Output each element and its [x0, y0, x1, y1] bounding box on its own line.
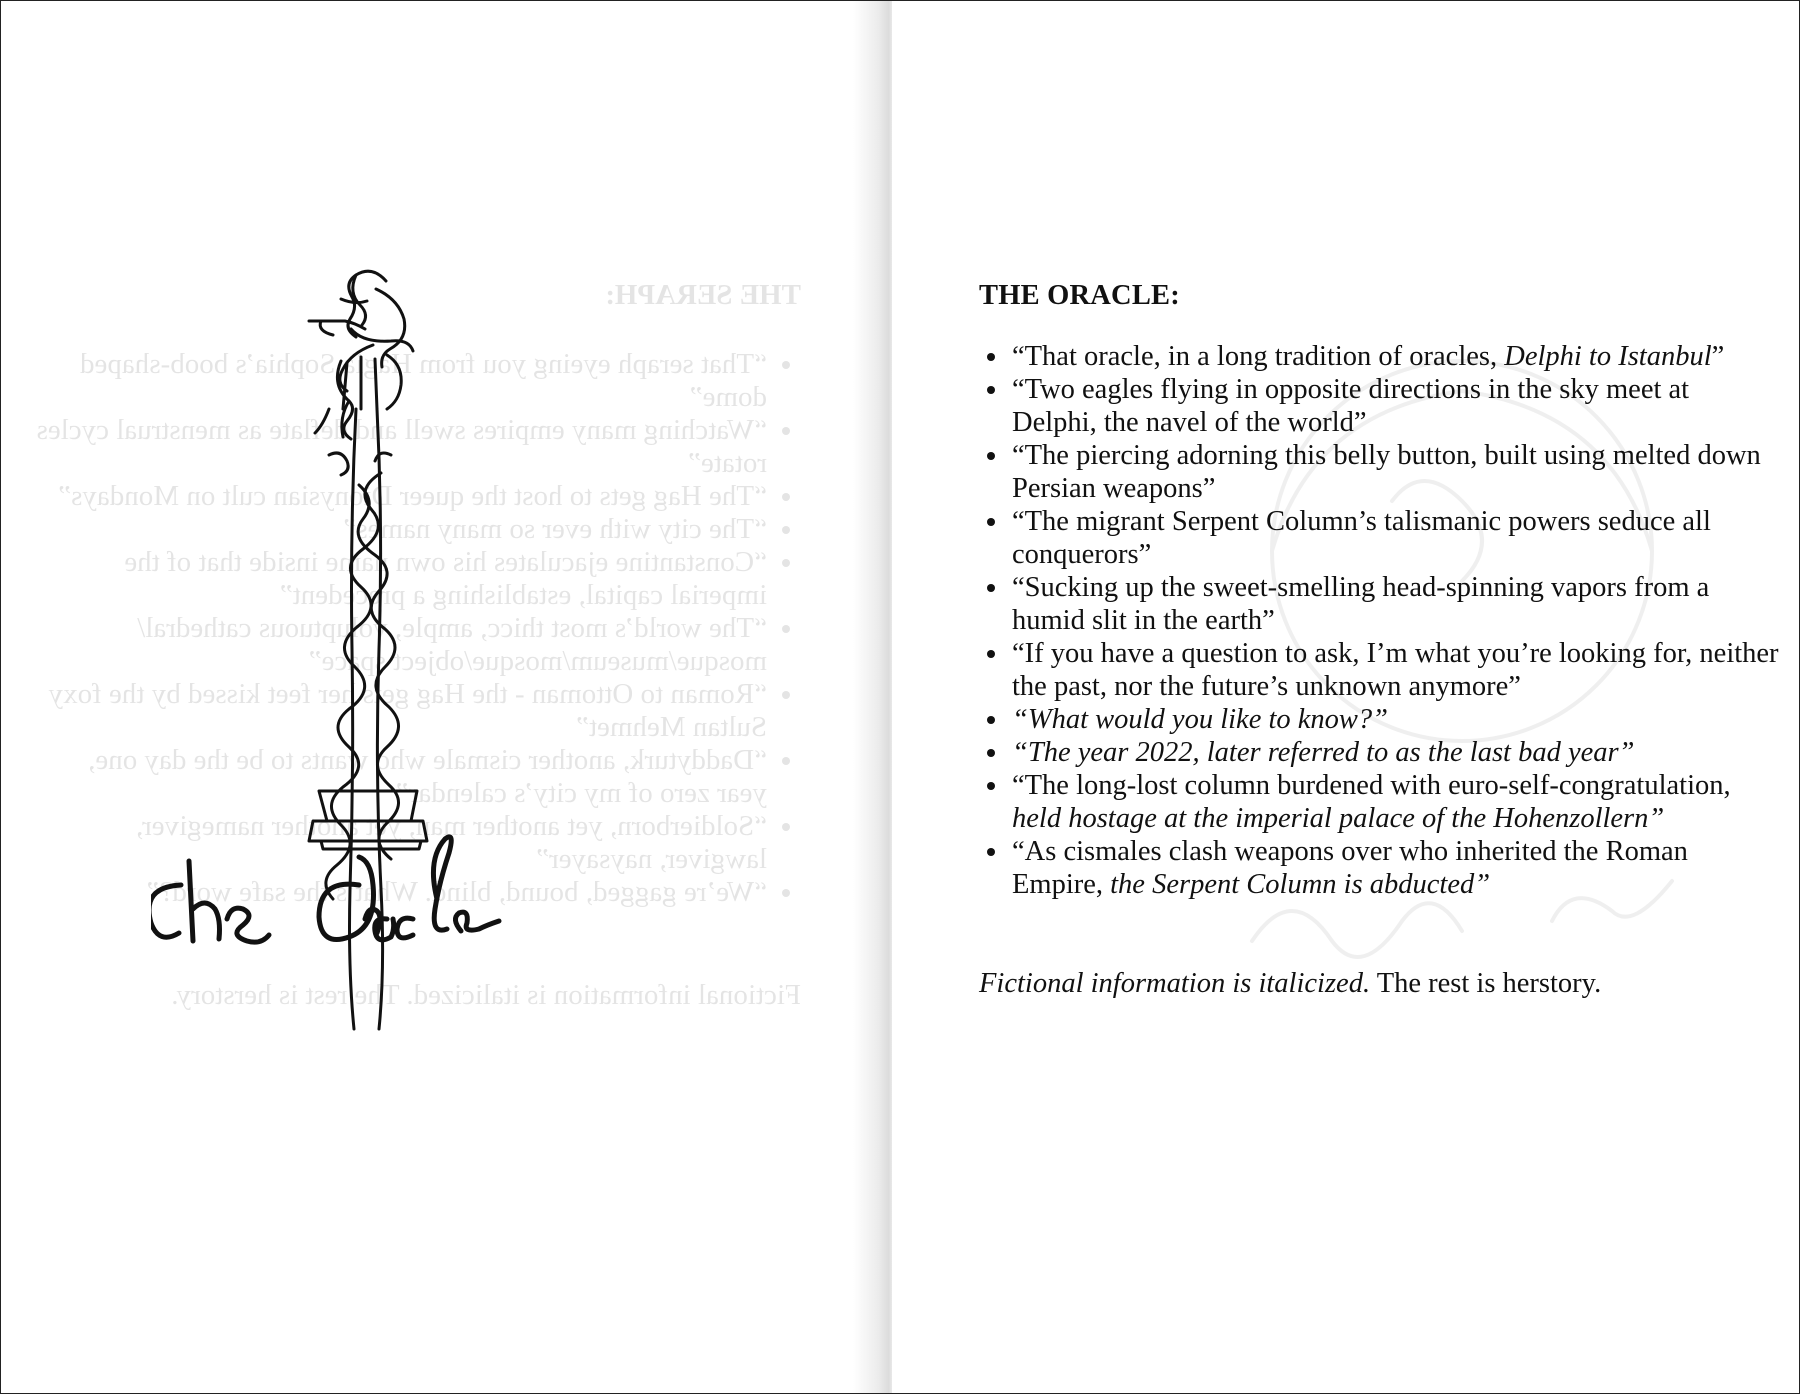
list-item: • “Daddyturk, another cismale who wants to be the day one, year zero of my city’s calendar” — [31, 744, 767, 810]
show-through-footnote: Fictional information is italicized. The rest is herstory. — [171, 979, 801, 1011]
list-item: • “The year 2022, later referred to as the last bad year” — [1010, 736, 1779, 769]
list-item: • “Watching many empires swell and deflate as menstrual cycles rotate” — [31, 414, 767, 480]
page-gutter — [853, 1, 895, 1393]
list-item: • “That oracle, in a long tradition of oracles, Delphi to Istanbul” — [1010, 340, 1779, 373]
list-item: • “The piercing adorning this belly button, built using melted down Persian weapons” — [1010, 439, 1779, 505]
list-item: • “What would you like to know?” — [1010, 703, 1779, 736]
list-item: • “The migrant Serpent Column’s talismanic powers seduce all conquerors” — [1010, 505, 1779, 571]
show-through-heading: THE SERAPH: — [605, 279, 801, 311]
right-page — [892, 1, 1799, 1393]
list-item: • “Roman to Ottoman - the Hag gets her feet kissed by the foxy Sultan Mehmet” — [31, 678, 767, 744]
oracle-list — [979, 340, 1779, 901]
list-item: • “Constantine ejaculates his own name inside that of the imperial capital, establishing a precedent” — [31, 546, 767, 612]
list-item: • “We’re gagged, bound, blind. What’s the safe word?” — [31, 876, 767, 909]
list-item: • “Soldierborn, yet another man, yet another namegiver, lawgiver, naysayer” — [31, 810, 767, 876]
list-item: • “The Hag gets to host the queer Dionysian cult on Mondays” — [31, 480, 767, 513]
footnote: Fictional information is italicized. The rest is herstory. — [979, 968, 1602, 999]
oracle-text — [979, 279, 1779, 1000]
list-item: • “The city with ever so many names” — [31, 513, 767, 546]
page-heading: THE ORACLE: — [979, 280, 1180, 311]
oracle-column-illustration — [151, 259, 611, 1079]
list-item: • “That seraph eyeing you from Hagia Sophia’s boob-shaped dome” — [31, 348, 767, 414]
list-item: • “Sucking up the sweet-smelling head-spinning vapors from a humid slit in the earth” — [1010, 571, 1779, 637]
illustration-caption — [1, 1, 2, 2]
list-item: • “Two eagles flying in opposite directions in the sky meet at Delphi, the navel of the world” — [1010, 373, 1779, 439]
left-page — [1, 1, 877, 1393]
list-item: • “The world’s most thicc, ample, voluptuous cathedral/ mosque/museum/mosque/object space” — [31, 612, 767, 678]
list-item: • “If you have a question to ask, I’m what you’re looking for, neither the past, nor the future’s unknown anymore” — [1010, 637, 1779, 703]
list-item: • “As cismales clash weapons over who inherited the Roman Empire, the Serpent Column is abducted” — [1010, 835, 1779, 901]
list-item: • “The long-lost column burdened with euro-self-congratulation, held hostage at the imperial palace of the Hohenzollern” — [1010, 769, 1779, 835]
